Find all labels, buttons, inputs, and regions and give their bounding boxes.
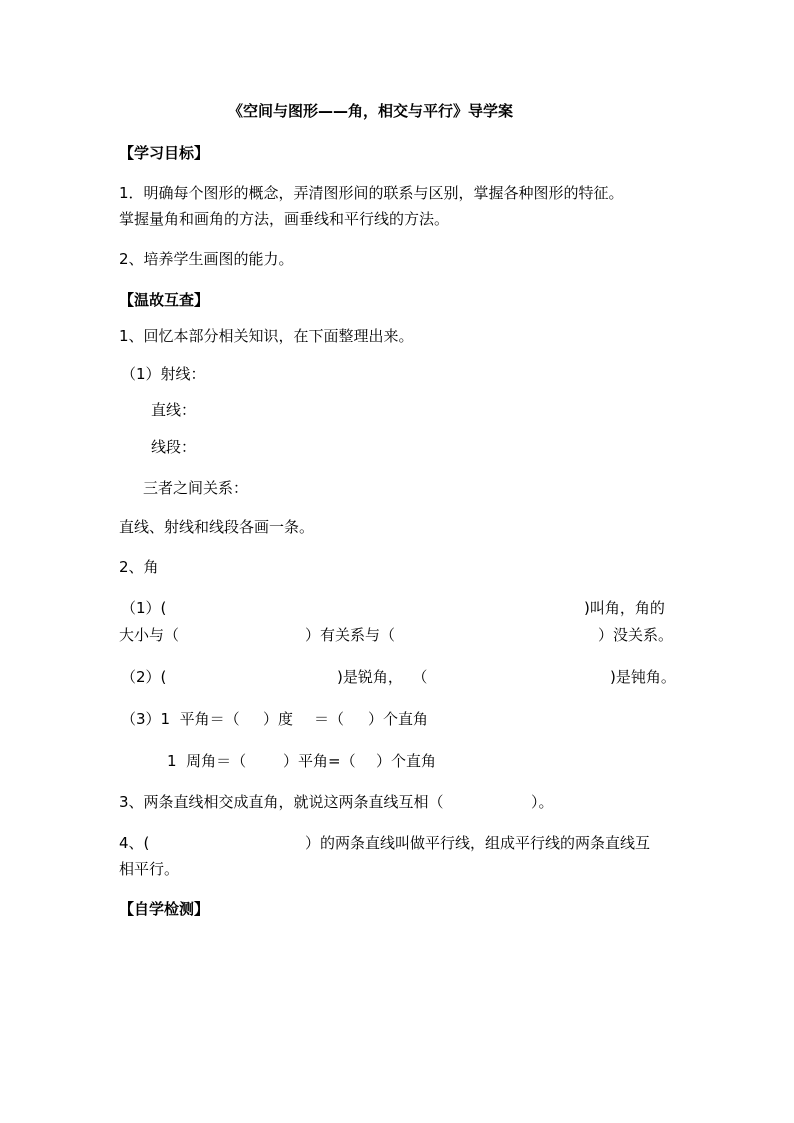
review-q2-2-c: )是钝角。 — [610, 668, 676, 686]
review-question-1: 1、回忆本部分相关知识，在下面整理出来。 — [119, 327, 414, 345]
review-q1-ray: （1）射线： — [121, 365, 206, 383]
review-question-3-a: 3、两条直线相交成直角，就说这两条直线互相（ — [119, 793, 444, 811]
review-q2-3b-c: ）个直角 — [376, 752, 437, 770]
review-question-2: 2、角 — [119, 558, 159, 576]
review-q1-line: 直线： — [151, 401, 197, 419]
review-question-4-a: 4、( — [119, 834, 150, 852]
objective-item-1-line-1: 1．明确每个图形的概念，弄清图形间的联系与区别，掌握各种图形的特征。 — [119, 184, 624, 202]
review-q2-1-line2-c: ）没关系。 — [598, 626, 674, 644]
review-question-4-b: ）的两条直线叫做平行线，组成平行线的两条直线互 — [305, 834, 651, 852]
review-q2-3-a: （3）1 平角＝（ — [121, 710, 240, 728]
review-q2-1-line2-a: 大小与（ — [119, 626, 180, 644]
review-q1-segment: 线段： — [151, 438, 197, 456]
review-q2-3-b: ）度 — [263, 710, 294, 728]
objective-item-1-line-2: 掌握量角和画角的方法，画垂线和平行线的方法。 — [119, 210, 450, 228]
review-q2-2-a: （2）( — [121, 668, 167, 686]
review-q2-2-b: )是锐角， （ — [337, 668, 428, 686]
objective-item-2: 2、培养学生画图的能力。 — [119, 250, 294, 268]
review-q2-3-c: ＝（ — [314, 710, 345, 728]
review-question-3-b: ）。 — [531, 793, 554, 811]
review-q1-draw: 直线、射线和线段各画一条。 — [119, 518, 315, 536]
review-q2-1-open: （1）( — [121, 599, 167, 617]
review-q2-1-line2-b: ）有关系与（ — [305, 626, 396, 644]
document-title: 《空间与图形——角，相交与平行》导学案 — [228, 102, 514, 120]
review-q2-3b-b: ）平角=（ — [283, 752, 356, 770]
section-heading-objectives: 【学习目标】 — [119, 144, 210, 162]
review-q1-relation: 三者之间关系： — [143, 479, 249, 497]
review-q2-3b-a: 1 周角＝（ — [167, 752, 247, 770]
review-q2-1-close: )叫角，角的 — [584, 599, 665, 617]
review-q2-3-d: ）个直角 — [368, 710, 429, 728]
review-question-4-line-2: 相平行。 — [119, 860, 180, 878]
section-heading-selftest: 【自学检测】 — [119, 900, 210, 918]
section-heading-review: 【温故互查】 — [119, 291, 210, 309]
